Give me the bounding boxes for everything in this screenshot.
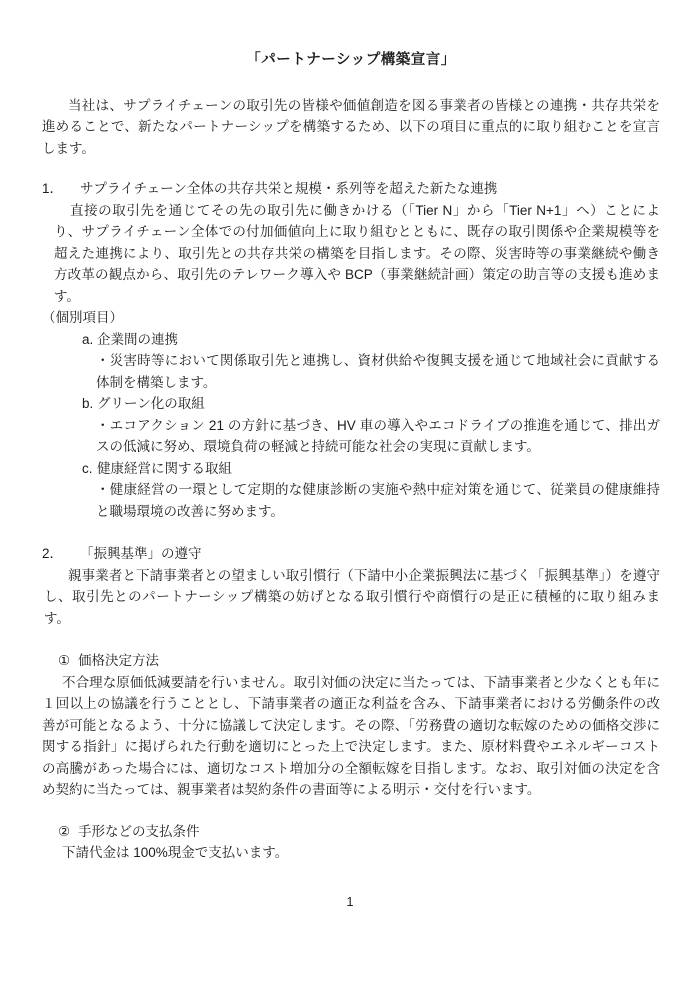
section-1	[42, 178, 660, 522]
item-c-title: 健康経営に関する取組	[97, 460, 232, 476]
subsection-1-body: 不合理な原価低減要請を行いません。取引対価の決定に当たっては、下請事業者と少なくとも年に１回以上の協議を行うこととし、下請事業者の適正な利益を含み、下請事業者における労働条件の改善が可能となるよう、十分に協議して決定します。その際、「労務費の適切な転嫁のための価格交渉に関する指針」に掲げられた行動を適切にとった上で決定します。また、原材料費やエネルギーコストの高騰があった場合には、適切なコスト増加分の全額転嫁を目指します。なお、取引対価の決定を含め契約に当たっては、親事業者は契約条件の書面等による明示・交付を行います。	[42, 674, 660, 797]
subsection-2-marker: ②	[58, 823, 71, 839]
section-1-title: サプライチェーン全体の共存共栄と規模・系列等を超えた新たな連携	[80, 181, 498, 196]
subsection-1-title: 価格決定方法	[78, 653, 159, 668]
section-2-body: 親事業者と下請事業者との望ましい取引慣行（下請中小企業振興法に基づく「振興基準」）を遵守し、取引先とのパートナーシップ構築の妨げとなる取引慣行や商慣行の是正に積極的に取り組みます。	[44, 567, 660, 626]
intro-paragraph: 当社は、サプライチェーンの取引先の皆様や価値創造を図る事業者の皆様との連携・共存共栄を進めることで、新たなパートナーシップを構築するため、以下の項目に重点的に取り組むことを宣言します。	[42, 97, 660, 156]
section-2-number: 2．	[42, 546, 64, 561]
section-2-title: 「振興基準」の遵守	[80, 546, 202, 561]
item-a-body: ・災害時等において関係取引先と連携し、資材供給や復興支援を通じて地域社会に貢献する体制を構築します。	[96, 353, 660, 390]
individual-items-label: （個別項目）	[42, 310, 123, 325]
item-c	[82, 458, 660, 523]
page-number: 1	[346, 894, 354, 909]
item-a-marker: a.	[82, 331, 94, 347]
individual-items-list	[82, 329, 660, 523]
section-1-number: 1．	[42, 181, 64, 196]
subsection-2-heading	[58, 821, 660, 843]
item-a-title: 企業間の連携	[97, 331, 178, 347]
section-2	[42, 543, 660, 864]
item-b-heading	[82, 393, 660, 415]
section-1-heading	[42, 178, 660, 200]
item-a	[82, 329, 660, 394]
item-a-heading	[82, 329, 660, 351]
item-c-body: ・健康経営の一環として定期的な健康診断の実施や熱中症対策を通じて、従業員の健康維持と職場環境の改善に努めます。	[96, 482, 660, 519]
subsection-1-marker: ①	[58, 653, 71, 668]
item-b-marker: b.	[82, 396, 94, 411]
item-b	[82, 393, 660, 458]
item-b-body: ・エコアクション 21 の方針に基づき、HV 車の導入やエコドライブの推進を通じて、排出ガスの低減に努め、環境負荷の軽減と持続可能な社会の実現に貢献します。	[96, 417, 660, 454]
subsection-payment-terms	[42, 821, 660, 864]
item-c-marker: c.	[82, 460, 93, 476]
section-1-body: 直接の取引先を通じてその先の取引先に働きかける（「Tier N」から「Tier N+1」へ）ことにより、サプライチェーン全体での付加価値向上に取り組むとともに、既存の取引関係や企業規模等を超えた連携により、取引先との共存共栄の構築を目指します。その際、災害時等の事業継続や働き方改革の観点から、取引先のテレワーク導入や BCP（事業継続計画）策定の助言等の支援も進めます。	[54, 202, 660, 304]
subsection-price-determination	[42, 650, 660, 801]
item-b-title: グリーン化の取組	[97, 396, 205, 411]
subsection-2-body: 下請代金は 100%現金で支払います。	[62, 845, 289, 860]
subsection-1-heading	[58, 650, 660, 672]
item-c-heading	[82, 458, 660, 480]
subsection-2-title: 手形などの支払条件	[78, 823, 200, 839]
section-2-heading	[42, 543, 660, 565]
document-title: 「パートナーシップ構築宣言」	[246, 52, 456, 68]
